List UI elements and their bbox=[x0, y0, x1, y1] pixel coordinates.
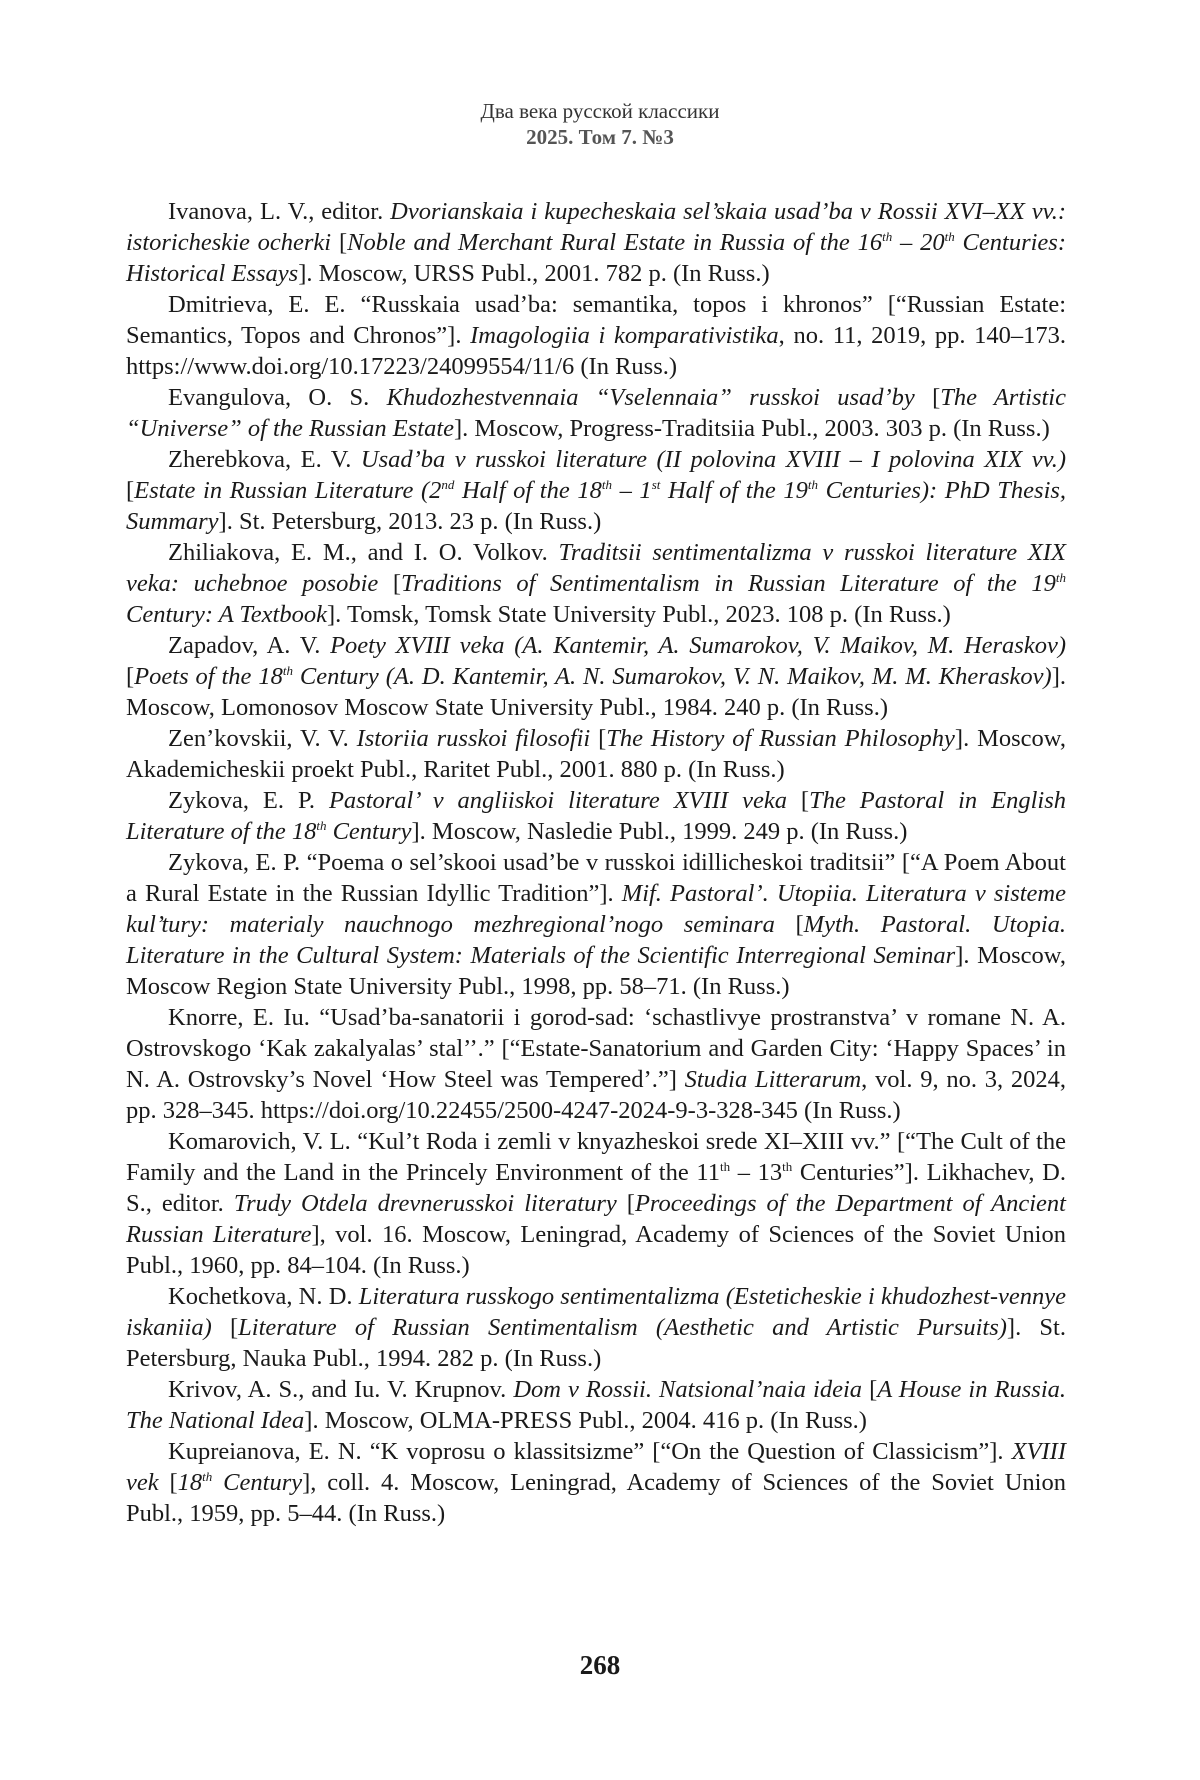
reference-italic-text: The Artistic “Universe” of the Russian Estate bbox=[126, 384, 1066, 442]
reference-text: [ bbox=[331, 229, 348, 256]
reference-entry bbox=[126, 1436, 1066, 1529]
reference-entry bbox=[126, 847, 1066, 1002]
reference-italic-text: Proceedings of the Department of Ancient Russian Literature bbox=[126, 1190, 1066, 1248]
reference-text: – 13 bbox=[730, 1159, 783, 1186]
reference-text: ]. St. Petersburg, 2013. 23 p. (In Russ.) bbox=[218, 508, 602, 535]
reference-entry bbox=[126, 1374, 1066, 1436]
journal-title: Два века русской классики bbox=[480, 99, 720, 123]
reference-text: Centuries”]. Likhachev, D. S., editor. bbox=[126, 1159, 1066, 1217]
reference-text: ]. Moscow, Moscow Region State University Publ., 1998, pp. 58–71. (In Russ.) bbox=[126, 942, 1066, 1000]
reference-entry bbox=[126, 444, 1066, 537]
reference-text: Ivanova, L. V., editor. bbox=[168, 198, 391, 225]
reference-text: [ bbox=[616, 1190, 635, 1217]
reference-italic-text: XVIII vek bbox=[126, 1438, 1066, 1496]
reference-italic-text: Literature of Russian Sentimentalism (Aesthetic and Artistic Pursuits) bbox=[238, 1314, 1007, 1341]
reference-text: Kupreianova, E. N. “K voprosu o klassitsizme” [“On the Question of Classicism”]. bbox=[168, 1438, 1012, 1465]
reference-text: Krivov, A. S., and Iu. V. Krupnov. bbox=[168, 1376, 514, 1403]
reference-italic-text: Istoriia russkoi filosofii bbox=[356, 725, 591, 752]
reference-text: Zapadov, A. V. bbox=[168, 632, 331, 659]
page-number: 268 bbox=[579, 1650, 621, 1680]
ordinal-superscript: th bbox=[601, 476, 612, 492]
reference-text: ], coll. 4. Moscow, Leningrad, Academy of Sciences of the Soviet Union Publ., 1959, pp. 5–44. (In Russ.) bbox=[126, 1469, 1066, 1527]
reference-text: Zen’kovskii, V. V. bbox=[168, 725, 357, 752]
reference-text: Knorre, E. Iu. “Usad’ba-sanatorii i gorod-sad: ‘schastlivye prostranstva’ v romane N. A. Ostrovskogo ‘Kak zakalyalas’ stal’’.” [“Estate-Sanatorium and Garden City: ‘Happy Spaces’ in N. A. Ostrovsky’s Novel ‘How Steel was Tempered’.”] bbox=[126, 1004, 1066, 1093]
reference-text: Zykova, E. P. “Poema o sel’skooi usad’be v russkoi idillicheskoi traditsii” [“A Poem About a Rural Estate in the Russian Idyllic Tradition”]. bbox=[126, 849, 1066, 907]
reference-italic-text: Mif. Pastoral’. Utopiia. Literatura v sisteme kul’tury: materialy nauchnogo mezhregional’nogo seminara bbox=[126, 880, 1066, 938]
reference-text: ]. St. Petersburg, Nauka Publ., 1994. 282 p. (In Russ.) bbox=[126, 1314, 1066, 1372]
reference-text: ]. Moscow, Lomonosov Moscow State University Publ., 1984. 240 p. (In Russ.) bbox=[126, 663, 1066, 721]
reference-entry bbox=[126, 196, 1066, 289]
reference-text: ]. Moscow, Akademicheskii proekt Publ., Raritet Publ., 2001. 880 p. (In Russ.) bbox=[126, 725, 1066, 783]
reference-italic-text: – 20 bbox=[892, 229, 945, 256]
reference-italic-text: Poety XVIII veka (A. Kantemir, A. Sumarokov, V. Maikov, M. Heraskov) bbox=[330, 632, 1066, 659]
reference-entry bbox=[126, 1281, 1066, 1374]
reference-text: ]. Moscow, Nasledie Publ., 1999. 249 p. (In Russ.) bbox=[411, 818, 908, 845]
reference-italic-text: Century: A Textbook bbox=[126, 601, 327, 628]
reference-text: ]. Tomsk, Tomsk State University Publ., 2023. 108 p. (In Russ.) bbox=[326, 601, 951, 628]
ordinal-superscript: nd bbox=[441, 476, 455, 492]
reference-italic-text: Traditions of Sentimentalism in Russian Literature of the 19 bbox=[401, 570, 1056, 597]
ordinal-superscript: th bbox=[882, 228, 893, 244]
reference-italic-text: Poets of the 18 bbox=[134, 663, 283, 690]
reference-italic-text: Centuries): PhD Thesis, Summary bbox=[126, 477, 1067, 535]
reference-entry bbox=[126, 1126, 1066, 1281]
reference-italic-text: A House in Russia. The National Idea bbox=[126, 1376, 1066, 1434]
ordinal-superscript: th bbox=[316, 817, 327, 833]
reference-text: [ bbox=[774, 911, 804, 938]
reference-italic-text: 18 bbox=[177, 1469, 203, 1496]
reference-text: [ bbox=[211, 1314, 239, 1341]
reference-entry bbox=[126, 785, 1066, 847]
reference-italic-text: The History of Russian Philosophy bbox=[606, 725, 955, 752]
ordinal-superscript: th bbox=[782, 1158, 793, 1174]
reference-italic-text: Traditsii sentimentalizma v russkoi literature XIX veka: uchebnoe posobie bbox=[126, 539, 1066, 597]
reference-text: ]. Moscow, Progress-Traditsiia Publ., 2003. 303 p. (In Russ.) bbox=[454, 415, 1050, 442]
reference-italic-text: Khudozhestvennaia “Vselennaia” russkoi usad’by bbox=[386, 384, 915, 411]
reference-text: [ bbox=[126, 477, 135, 504]
ordinal-superscript: st bbox=[651, 476, 661, 492]
reference-italic-text: Literatura russkogo sentimentalizma (Esteticheskie i khudozhest-vennye iskaniia) bbox=[126, 1283, 1066, 1341]
reference-entry bbox=[126, 1002, 1066, 1126]
reference-text: [ bbox=[158, 1469, 178, 1496]
reference-italic-text: Dvorianskaia i kupecheskaia sel’skaia usad’ba v Rossii XVI–XX vv.: istoricheskie ocherki bbox=[126, 198, 1066, 256]
reference-text: , vol. 9, no. 3, 2024, pp. 328–345. https://doi.org/10.22455/2500-4247-2024-9-3-328-345 (In Russ.) bbox=[126, 1066, 1066, 1124]
reference-text: , no. 11, 2019, pp. 140–173. https://www.doi.org/10.17223/24099554/11/6 (In Russ.) bbox=[126, 322, 1067, 380]
ordinal-superscript: th bbox=[807, 476, 818, 492]
reference-italic-text: Myth. Pastoral. Utopia. Literature in the Cultural System: Materials of the Scientific Interregional Seminar bbox=[126, 911, 1067, 969]
running-head bbox=[0, 97, 1200, 149]
reference-list bbox=[126, 196, 1066, 1529]
reference-entry bbox=[126, 382, 1066, 444]
reference-italic-text: Century bbox=[326, 818, 412, 845]
reference-text: [ bbox=[126, 663, 135, 690]
reference-entry bbox=[126, 630, 1066, 723]
reference-text: ]. Moscow, OLMA-PRESS Publ., 2004. 416 p. (In Russ.) bbox=[304, 1407, 867, 1434]
reference-text: Evangulova, O. S. bbox=[168, 384, 387, 411]
reference-italic-text: Centuries: Historical Essays bbox=[126, 229, 1066, 287]
reference-text: [ bbox=[862, 1376, 878, 1403]
ordinal-superscript: th bbox=[944, 228, 955, 244]
reference-italic-text: Century bbox=[212, 1469, 303, 1496]
ordinal-superscript: th bbox=[1055, 569, 1066, 585]
reference-entry bbox=[126, 289, 1066, 382]
reference-italic-text: Noble and Merchant Rural Estate in Russia of the 16 bbox=[347, 229, 883, 256]
reference-italic-text: Imagologiia i komparativistika bbox=[470, 322, 779, 349]
reference-text: [ bbox=[914, 384, 941, 411]
reference-text: Zherebkova, E. V. bbox=[168, 446, 361, 473]
reference-text: Zhiliakova, E. M., and I. O. Volkov. bbox=[168, 539, 559, 566]
ordinal-superscript: th bbox=[719, 1158, 731, 1174]
reference-italic-text: Studia Litterarum bbox=[684, 1066, 862, 1093]
ordinal-superscript: th bbox=[202, 1468, 213, 1484]
reference-italic-text: Century (A. D. Kantemir, A. N. Sumarokov, V. N. Maikov, M. M. Kheraskov) bbox=[292, 663, 1052, 690]
reference-italic-text: Half of the 19 bbox=[660, 477, 808, 504]
reference-text: ], vol. 16. Moscow, Leningrad, Academy of Sciences of the Soviet Union Publ., 1960, pp. 84–104. (In Russ.) bbox=[126, 1221, 1066, 1279]
reference-text: [ bbox=[786, 787, 810, 814]
reference-italic-text: Half of the 18 bbox=[454, 477, 602, 504]
journal-issue: 2025. Том 7. №3 bbox=[526, 125, 674, 149]
reference-text: [ bbox=[590, 725, 607, 752]
reference-italic-text: – 1 bbox=[611, 477, 652, 504]
reference-text: Dmitrieva, E. E. “Russkaia usad’ba: semantika, topos i khronos” [“Russian Estate: Semantics, Topos and Chronos”]. bbox=[126, 291, 1066, 349]
reference-italic-text: Trudy Otdela drevnerusskoi literatury bbox=[233, 1190, 617, 1217]
reference-text: [ bbox=[378, 570, 402, 597]
reference-italic-text: The Pastoral in English Literature of the 18 bbox=[126, 787, 1066, 845]
reference-italic-text: Estate in Russian Literature (2 bbox=[134, 477, 442, 504]
reference-text: Kochetkova, N. D. bbox=[168, 1283, 359, 1310]
ordinal-superscript: th bbox=[282, 662, 293, 678]
reference-italic-text: Usad’ba v russkoi literature (II polovina XVIII – I polovina XIX vv.) bbox=[360, 446, 1066, 473]
reference-text: Zykova, E. P. bbox=[168, 787, 329, 814]
reference-text: ]. Moscow, URSS Publ., 2001. 782 p. (In Russ.) bbox=[298, 260, 770, 287]
reference-italic-text: Dom v Rossii. Natsional’naia ideia bbox=[513, 1376, 863, 1403]
reference-text: Komarovich, V. L. “Kul’t Roda i zemli v knyazheskoi srede XI–XIII vv.” [“The Cult of the Family and the Land in the Princely Environment of the 11 bbox=[126, 1128, 1066, 1186]
reference-entry bbox=[126, 537, 1066, 630]
reference-entry bbox=[126, 723, 1066, 785]
reference-italic-text: Pastoral’ v angliiskoi literature XVIII veka bbox=[328, 787, 787, 814]
